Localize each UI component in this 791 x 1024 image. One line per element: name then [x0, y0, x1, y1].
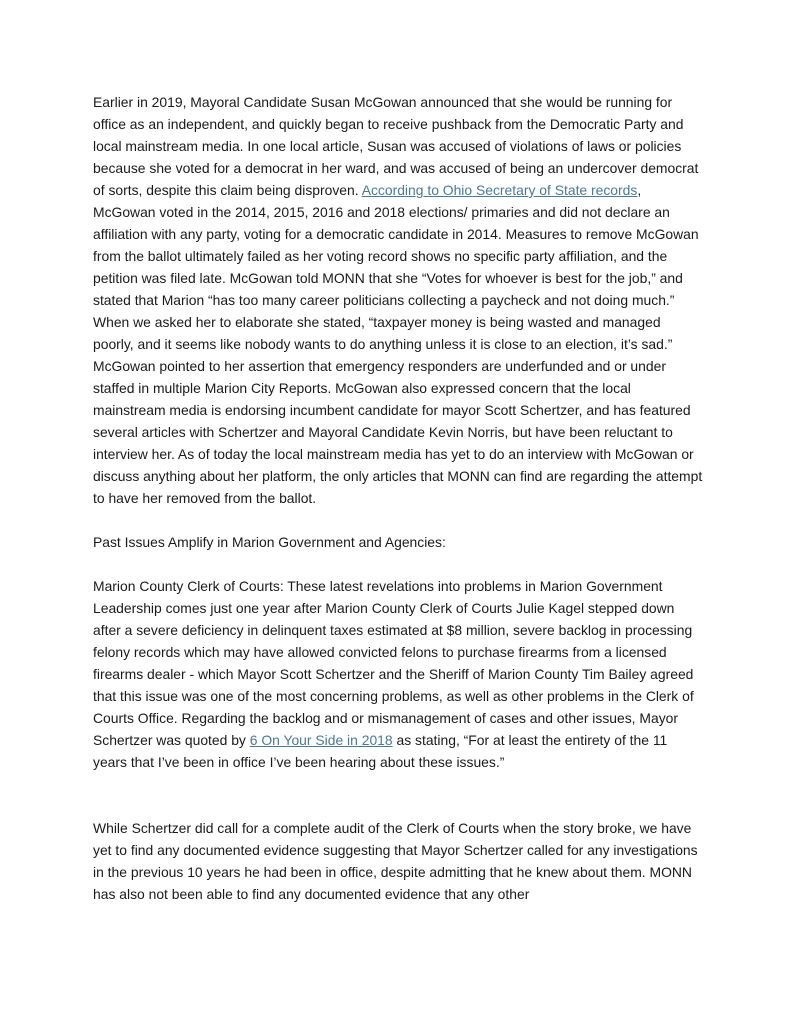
article-body	[93, 91, 705, 905]
paragraph-text: , McGowan voted in the 2014, 2015, 2016 and 2018 elections/ primaries and did not declare an affiliation with any party, voting for a democratic candidate in 2014. Measures to remove McGowan from the ballot ultimately failed as her voting record shows no specific party affiliation, and the petition was filed late. McGowan told MONN that she “Votes for whoever is best for the job,” and stated that Marion “has too many career politicians collecting a paycheck and not doing much.” When we asked her to elaborate she stated, “taxpayer money is being wasted and managed poorly, and it seems like nobody wants to do anything unless it is close to an election, it’s sad.” McGowan pointed to her assertion that emergency responders are underfunded and or under staffed in multiple Marion City Reports. McGowan also expressed concern that the local mainstream media is endorsing incumbent candidate for mayor Scott Schertzer, and has featured several articles with Schertzer and Mayoral Candidate Kevin Norris, but have been reluctant to interview her. As of today the local mainstream media has yet to do an interview with McGowan or discuss anything about her platform, the only articles that MONN can find are regarding the attempt to have her removed from the ballot.	[93, 182, 703, 506]
paragraph-spacer	[93, 553, 705, 575]
paragraph-audit: While Schertzer did call for a complete audit of the Clerk of Courts when the story broke, we have yet to find any documented evidence suggesting that Mayor Schertzer called for any investigations in the previous 10 years he had been in office, despite admitting that he knew about them. MONN has also not been able to find any documented evidence that any other	[93, 820, 698, 902]
paragraph-text: Marion County Clerk of Courts: These latest revelations into problems in Marion Government Leadership comes just one year after Marion County Clerk of Courts Julie Kagel stepped down after a severe deficiency in delinquent taxes estimated at $8 million, severe backlog in processing felony records which may have allowed convicted felons to purchase firearms from a licensed firearms dealer - which Mayor Scott Schertzer and the Sheriff of Marion County Tim Bailey agreed that this issue was one of the most concerning problems, as well as other problems in the Clerk of Courts Office. Regarding the backlog and or mismanagement of cases and other issues, Mayor Schertzer was quoted by	[93, 578, 694, 748]
6-on-your-side-link[interactable]: 6 On Your Side in 2018	[249, 732, 393, 748]
paragraph-clerk-of-courts	[93, 575, 705, 773]
paragraph-text: Earlier in 2019, Mayoral Candidate Susan McGowan announced that she would be running for office as an independent, and quickly began to receive pushback from the Democratic Party and local mainstream media. In one local article, Susan was accused of violations of laws or policies because she voted for a democrat in her ward, and was accused of being an undercover democrat of sorts, despite this claim being disproven.	[93, 94, 699, 198]
paragraph-spacer	[93, 773, 705, 817]
paragraph-text: as stating, “For at least the entirety of the 11 years that I’ve been in office I’ve been hearing about these issues.”	[93, 732, 668, 770]
section-heading: Past Issues Amplify in Marion Government and Agencies:	[93, 534, 446, 550]
paragraph-spacer	[93, 509, 705, 531]
ohio-secretary-of-state-link[interactable]: According to Ohio Secretary of State records	[361, 182, 638, 198]
paragraph-mcgowan-candidacy	[93, 91, 705, 509]
